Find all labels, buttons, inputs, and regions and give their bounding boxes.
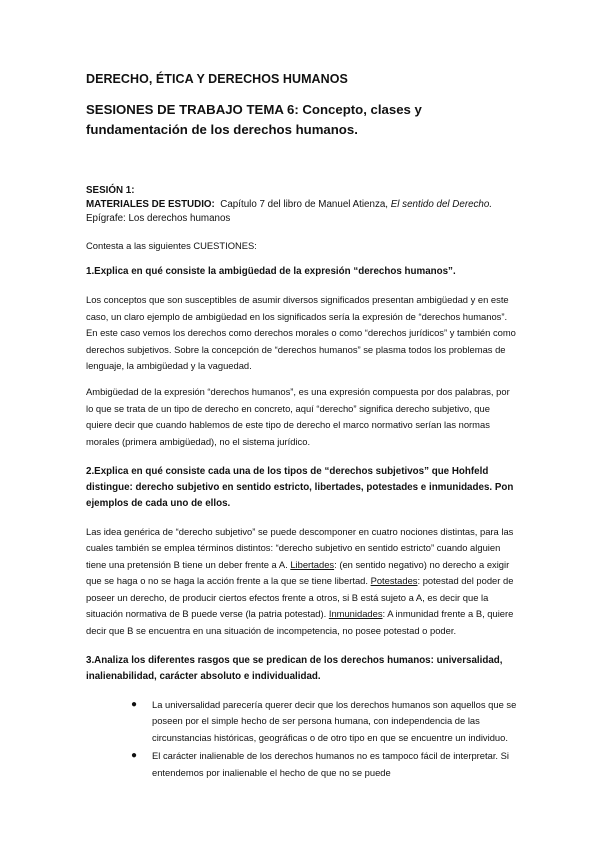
sesion-label: SESIÓN 1: (86, 185, 135, 196)
answer-1-paragraph-2: Ambigüedad de la expresión “derechos humanos”, es una expresión compuesta por dos palabras, por lo que se trata de un tipo de derecho en concreto, aquí “derecho” significa derecho subjetivo, que quiere decir que cuando hablemos de este tipo de derecho el marco normativo serían las normas morales (primera ambigüedad), no el sistema jurídico. (86, 386, 510, 447)
materiales-line (86, 198, 518, 212)
bullet-icon: ● (131, 750, 138, 762)
term-potestades: Potestades (370, 575, 418, 587)
list-item-text: La universalidad parecería querer decir que los derechos humanos son aquellos que se poseen por el simple hecho de ser persona humana, con independencia de las circunstancias históricas, geográficas o de otro tipo en que se encuentre un individuo. (152, 698, 517, 743)
question-3: 3.Analiza los diferentes rasgos que se predican de los derechos humanos: universalidad, inalienabilidad, carácter absoluto e individualidad. (86, 654, 503, 682)
answer-2-part-2: : (en sentido negativo) no derecho a exigir que se haga o no se haga la acción frente a la que se tiene libertad. (86, 558, 510, 587)
term-inmunidades: Inmunidades (328, 608, 383, 620)
instruction: Contesta a las siguientes CUESTIONES: (86, 240, 257, 251)
answer-2-paragraph (86, 524, 518, 639)
list-item-text: El carácter inalienable de los derechos humanos no es tampoco fácil de interpretar. Si entendemos por inalienable el hecho de que no se puede (152, 750, 509, 778)
document-content (86, 72, 518, 783)
epigrafe: Epígrafe: Los derechos humanos (86, 213, 231, 224)
book-title: El sentido del Derecho. (390, 199, 493, 210)
bullet-icon: ● (131, 698, 138, 710)
list-item (129, 748, 518, 781)
sesion-block (86, 184, 518, 226)
course-title: DERECHO, ÉTICA Y DERECHOS HUMANOS (86, 72, 348, 86)
answer-2-part-1: Las idea genérica de “derecho subjetivo” se puede descomponer en cuatro nociones distintas, para las cuales también se emplea términos distintos: “derecho subjetivo en sentido estricto” cuando alguien tiene una pretensión B tiene un deber frente a A. (86, 526, 514, 570)
materiales-label: MATERIALES DE ESTUDIO: (86, 199, 215, 210)
question-1: 1.Explica en qué consiste la ambigüedad de la expresión “derechos humanos”. (86, 266, 456, 278)
answer-2-part-3: : potestad del poder de poseer un derecho, de producir ciertos efectos frente a otros, si B está sujeto a A, es decir que la situación normativa de B puede verse (la patria potestad). (86, 575, 514, 620)
question-2: 2.Explica en qué consiste cada una de los tipos de “derechos subjetivos” que Hohfeld distingue: derecho subjetivo en sentido estricto, libertades, potestades e inmunidades. Pon ejemplos de cada uno de ellos. (86, 466, 514, 510)
list-item (129, 697, 518, 746)
session-title: SESIONES DE TRABAJO TEMA 6: Concepto, clases y fundamentación de los derechos humanos. (86, 102, 422, 137)
materiales-text: Capítulo 7 del libro de Manuel Atienza, (220, 199, 391, 210)
answer-3-list (86, 697, 518, 781)
answer-1-paragraph-1: Los conceptos que son susceptibles de asumir diversos significados presentan ambigüedad y en este caso, un claro ejemplo de ambigüedad en los significados sería la expresión de “derechos humanos”. En este caso vemos los derechos como derechos morales o como “derechos jurídicos” y también como derechos subjetivos. Sobre la concepción de “derechos humanos” se plasma todos los problemas de lenguaje, la ambigüedad y la vaguedad. (86, 294, 516, 372)
term-libertades: Libertades (290, 558, 335, 570)
answer-2-part-4: : A inmunidad frente a B, quiere decir que B se encuentra en una situación de incompetencia, no posee potestad o poder. (86, 608, 514, 636)
